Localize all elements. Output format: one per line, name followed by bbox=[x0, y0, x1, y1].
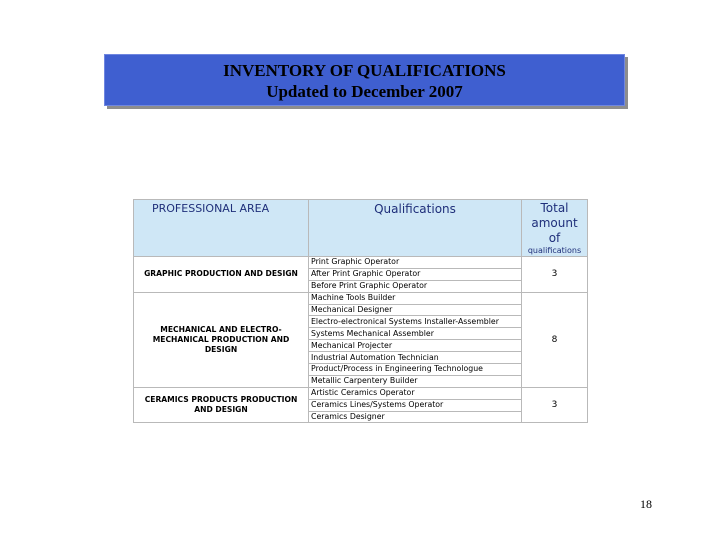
total-cell-graphic: 3 bbox=[522, 257, 588, 293]
header-professional-area: PROFESSIONAL AREA bbox=[134, 200, 309, 257]
header-total bbox=[522, 200, 588, 257]
qualification-cell: Artistic Ceramics Operator bbox=[309, 387, 522, 399]
header-total-line-2: amount bbox=[531, 216, 578, 230]
qualification-cell: Systems Mechanical Assembler bbox=[309, 328, 522, 340]
qualification-cell: Mechanical Designer bbox=[309, 304, 522, 316]
qualification-cell: After Print Graphic Operator bbox=[309, 268, 522, 280]
qualification-cell: Before Print Graphic Operator bbox=[309, 280, 522, 292]
qualification-cell: Mechanical Projecter bbox=[309, 340, 522, 352]
header-total-line-4: qualifications bbox=[527, 246, 582, 255]
qualification-cell: Industrial Automation Technician bbox=[309, 352, 522, 364]
qualification-cell: Machine Tools Builder bbox=[309, 292, 522, 304]
qualification-cell: Electro-electronical Systems Installer-Assembler bbox=[309, 316, 522, 328]
qualification-cell: Print Graphic Operator bbox=[309, 257, 522, 269]
table-row bbox=[134, 292, 588, 304]
qualification-cell: Product/Process in Engineering Technologue bbox=[309, 364, 522, 376]
table-row bbox=[134, 257, 588, 269]
total-cell-ceramics: 3 bbox=[522, 387, 588, 423]
title-line-2: Updated to December 2007 bbox=[266, 82, 463, 101]
title-line-1: INVENTORY OF QUALIFICATIONS bbox=[223, 61, 506, 80]
header-qualifications: Qualifications bbox=[309, 200, 522, 257]
table-row bbox=[134, 387, 588, 399]
qualification-cell: Ceramics Designer bbox=[309, 411, 522, 423]
area-cell-graphic: GRAPHIC PRODUCTION AND DESIGN bbox=[134, 257, 309, 293]
header-total-line-1: Total bbox=[540, 201, 569, 215]
qualifications-table bbox=[133, 199, 588, 423]
page-number: 18 bbox=[640, 497, 652, 511]
area-cell-mechanical: MECHANICAL AND ELECTRO-MECHANICAL PRODUCTION AND DESIGN bbox=[134, 292, 309, 387]
slide-title bbox=[104, 54, 625, 106]
header-total-line-3: of bbox=[548, 231, 561, 245]
total-cell-mechanical: 8 bbox=[522, 292, 588, 387]
qualification-cell: Metallic Carpentery Builder bbox=[309, 375, 522, 387]
area-cell-ceramics: CERAMICS PRODUCTS PRODUCTION AND DESIGN bbox=[134, 387, 309, 423]
qualification-cell: Ceramics Lines/Systems Operator bbox=[309, 399, 522, 411]
